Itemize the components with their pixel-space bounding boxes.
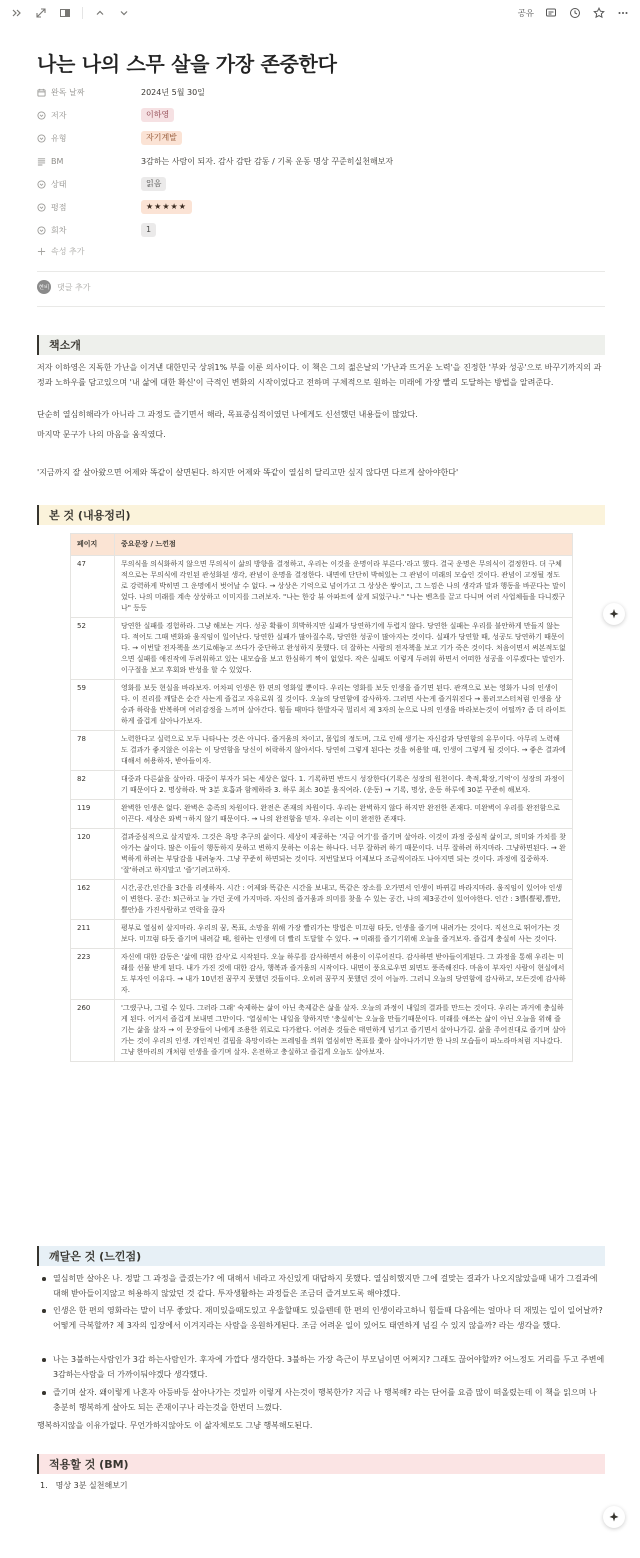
- page-cell[interactable]: 119: [71, 800, 115, 829]
- section-heading-insights[interactable]: 깨달은 것 (느낀점): [37, 1246, 605, 1266]
- note-cell[interactable]: '그랬구나, 그럴 수 있다. 그러라 그래' 숙제하는 삶이 아닌 축제같은 삶을 살자. 오늘의 과정이 내일의 결과를 만드는 것이다. 우리는 과거에 충실하게 된다. 어거서 즐겁게 보내면 그만이다. '열심히'는 내일을 향하지만 '충실히'는 오늘을 만들기때문이다. 미래를 애쓰는 삶이 아닌 오늘을 위해 즐기는 삶을 살자 → 이 문장들이 나에게 조용한 위로로 다가왔다. 어려운 것들은 태연하게 넘기고 즐기면서 살아나가길. 삶을 주어진대로 즐기며 살아가는 것이 우리의 인생. 개인적인 결핍을 욕망이라는 프레임을 씌워 열심히만 목표를 쫓아 살아나가기만 한 나의 모습들이 파노라마처럼 지나갔다. 그냥 한마리의 개처럼 인생을 즐기며 살자. 온전하고 충실하고 즐겁게 오늘도 살아보자.: [115, 1000, 573, 1062]
- more-icon[interactable]: [616, 6, 630, 20]
- note-cell[interactable]: 당연한 실패를 경험하라. 그냥 해보는 거다. 성공 확률이 희박하지만 실패가 당연하기에 두렵지 않다. 당연한 실패는 우리를 불안하게 만들지 않는다. 적어도 그때 변화와 움직임이 일어난다. 당연한 실패가 많아질수록, 당연한 성공이 많아지는 것이다. 실패가 당연할 때, 성공도 당연하기 때문이다. → 이번달 전자책을 쓰기로해놓고 쓰다가 중단하고 완성하지 못했다. 더 잘하는 사람의 전자책을 보고 기가 죽은 것이다. 처음이면서 써본적도없으면 실패를 애진작에 두려워하고 있는 내모습을 보고 한심하기 짝이 없었다. 작은 실패도 이렇게 두려워 하면서 어떠한 성공을 이루겠다는 말인가. 이구절을 보고 후회와 반성을 할 수 있었다.: [115, 618, 573, 680]
- page-cell[interactable]: 211: [71, 920, 115, 949]
- top-bar: [0, 0, 640, 26]
- property-name: [37, 133, 141, 144]
- status-tag: 읽음: [141, 177, 166, 191]
- note-cell[interactable]: 시간,공간,인간을 3간을 리셋하자. 시간 : 어제와 똑같은 시간을 보내고, 똑같은 장소를 오가면서 인생이 바뀌길 바라지마라. 움직임이 있어야 인생이 변한다. 공간: 퇴근하고 늘 가던 곳에 가지마라. 자신의 즐거움과 의미를 찾을 수 있는 공간, 나의 제3공간이 있어야한다. 인간 : 3쁠(쁠평,쁠만,쁠안)을 가진사람하고 연락을 끊자: [115, 880, 573, 920]
- table-row: [71, 556, 573, 618]
- comment-placeholder: 댓글 추가: [57, 282, 91, 292]
- quote-paragraph[interactable]: '지금까지 잘 살아왔으면 어제와 똑같이 살면된다. 하지만 어제와 똑같이 열심히 달리고만 싶지 않다면 다르게 살아야한다': [37, 468, 459, 477]
- table-row: [71, 800, 573, 829]
- closing-paragraph[interactable]: 행복하지않을 이유가없다. 무언가하지않아도 이 삶자체로도 그냥 행복해도된다.: [37, 1421, 313, 1430]
- table-row: [71, 920, 573, 949]
- sparkle-icon: [608, 608, 620, 620]
- column-header[interactable]: 페이지: [71, 534, 115, 556]
- property-label: 유형: [51, 133, 67, 143]
- bullet-item[interactable]: 열심히만 살아온 나. 정말 그 과정을 즐겼는가? 에 대해서 네라고 자신있게 대답하지 못했다. 열심히했지만 그에 걸맞는 결과가 나오지않았을때 내가 그걸과에 대해 받아들이지않고 허용하지 않았던 것 같다. 투자생활하는 과정들은 조금더 즐겨보도록 해야겠다.: [37, 1271, 605, 1301]
- share-button[interactable]: 공유: [517, 9, 534, 19]
- select-icon: [37, 226, 46, 235]
- chevron-down-icon[interactable]: [117, 6, 131, 20]
- select-icon: [37, 203, 46, 212]
- bullet-item[interactable]: 즐기며 살자. 왜이렇게 나혼자 아등바등 살아나가는 것일까 이렇게 사는것이 행복한가? 지금 나 행복해? 라는 단어를 요즘 많이 떠올렸는데 이 책을 읽으며 나 충분히 행복하게 살아도 되는 존재이구나 라는것을 한번더 느꼈다.: [37, 1385, 605, 1415]
- section-heading-intro[interactable]: 책소개: [37, 335, 605, 355]
- comment-icon[interactable]: [544, 6, 558, 20]
- page-cell[interactable]: 162: [71, 880, 115, 920]
- section-heading-apply[interactable]: 적용할 것 (BM): [37, 1454, 605, 1474]
- table-row: [71, 949, 573, 1000]
- add-property-button[interactable]: [37, 246, 84, 257]
- page-cell[interactable]: 78: [71, 731, 115, 771]
- property-name: [37, 157, 141, 166]
- note-cell[interactable]: 노력한다고 실력으로 모두 나타나는 것은 아니다. 즐거움의 차이고, 몰입의 정도며, 그로 인해 생기는 자신감과 당연함의 유무이다. 아무리 노력해도 결과가 좋지않은 이유는 이 당연함을 당신이 허락하지 않아서다. 당연히 그렇게 된다는 것을 허용할 때, 인생이 그렇게 될 것이다. → 좋은 결과에 대해서 허용하자, 받아들이자.: [115, 731, 573, 771]
- property-name: [37, 179, 141, 190]
- genre-tag: 자기계발: [141, 131, 182, 145]
- select-icon: [37, 180, 46, 189]
- ai-assist-button[interactable]: [603, 1506, 625, 1528]
- page-cell[interactable]: 82: [71, 771, 115, 800]
- comment-input[interactable]: [37, 280, 90, 294]
- property-label: BM: [51, 156, 64, 166]
- paragraph[interactable]: 단순히 열심히해라가 아니라 그 과정도 즐기면서 해라, 목표중심적이였던 나에게도 신선했던 내용들이 많았다.: [37, 410, 418, 419]
- divider: [37, 271, 605, 272]
- calendar-icon: [37, 88, 46, 97]
- page-cell[interactable]: 47: [71, 556, 115, 618]
- table-row: [71, 731, 573, 771]
- notes-table: [70, 533, 573, 1062]
- plus-icon: [37, 247, 46, 256]
- paragraph[interactable]: 저자 이하영은 지독한 가난을 이겨낸 대한민국 상위1% 부를 이룬 의사이다. 이 책은 그의 젊은날의 '가난과 뜨거운 노력'을 진정한 '부와 성공'으로 바꾸기까지의 과정과 노하우를 담고있으며 '내 삶에 대한 확신'이 극적인 변화의 시작이었다고 전하며 구체적으로 원하는 미래에 가장 빨리 도달하는 방법을 알려준다.: [37, 363, 602, 387]
- note-cell[interactable]: 완벽한 인생은 없다. 완벽은 총족의 차원이다. 완전은 존재의 차원이다. 우리는 완벽하지 않다 하지만 완전한 존재다. 미완벽이 우리를 완전함으로 이끈다. 세상은 와벽ㄱ하지 않기 때문이다. → 나의 완전함을 믿자. 우리는 이미 완전한 존재다.: [115, 800, 573, 829]
- chevron-up-icon[interactable]: [93, 6, 107, 20]
- bullet-item[interactable]: 나는 3불하는사람인가 3감 하는사람인가. 후자에 가깝다 생각한다. 3불하는 가장 측근이 부모님이면 어쩌지? 그래도 끊어야할까? 어느정도 거리를 두고 주변에 3감하는사람을 더 가까이둬야겠다 생각했다.: [37, 1352, 605, 1382]
- add-property-label: 속성 추가: [51, 247, 85, 256]
- page-cell[interactable]: 120: [71, 829, 115, 880]
- property-row[interactable]: [37, 173, 607, 195]
- note-cell[interactable]: 대중과 다른삶을 살아라. 대중이 부자가 되는 세상은 없다. 1. 기록하면 반드시 성장한다(기록은 성장의 원천이다. 축적,확장,기억'이 성장의 과정이기 때문이다 2. 명상하라. 딱 3분 호흡과 함께하라 3. 하루 최소 30분 움직여라. (운동) → 기록, 명상, 운동 하루에 30분 꾸준히 해보자.: [115, 771, 573, 800]
- property-label: 평점: [51, 202, 67, 212]
- property-row[interactable]: [37, 81, 607, 103]
- star-icon[interactable]: [592, 6, 606, 20]
- numbered-item[interactable]: [37, 1478, 128, 1493]
- ai-assist-button[interactable]: [603, 603, 625, 625]
- page-cell[interactable]: 59: [71, 680, 115, 731]
- item-number: 1.: [40, 1481, 48, 1490]
- text-icon: [37, 157, 46, 166]
- property-label: 완독 날짜: [51, 87, 85, 97]
- property-value: 2024년 5월 30일: [141, 87, 205, 97]
- author-tag: 이하영: [141, 108, 174, 122]
- table-header-row: [71, 534, 573, 556]
- table-row: [71, 680, 573, 731]
- paragraph[interactable]: 마지막 문구가 나의 마음을 움직였다.: [37, 430, 166, 439]
- page-cell[interactable]: 52: [71, 618, 115, 680]
- property-name: [37, 87, 141, 98]
- property-row[interactable]: [37, 104, 607, 126]
- section-heading-notes[interactable]: 본 것 (내용정리): [37, 505, 605, 525]
- property-label: 회차: [51, 225, 67, 235]
- separator: [82, 7, 83, 19]
- table-row: [71, 829, 573, 880]
- table-row: [71, 880, 573, 920]
- property-name: [37, 110, 141, 121]
- property-label: 상태: [51, 179, 67, 189]
- page-cell[interactable]: 260: [71, 1000, 115, 1062]
- note-cell[interactable]: 평부로 열심히 살지마라. 우리의 꿈, 목표, 소망을 위해 가장 빨리가는 방법은 미끄럼 타듯, 인생을 즐기며 내려가는 것이다. 직선으로 뛰어가는 것 보다. 미끄럼 타듯 즐기며 내려갈 때, 원하는 인생에 더 빨리 도달할 수 있다. → 미래를 즐기기위해 오늘을 즐겨보자. 즐겁게 충실히 사는 것이다.: [115, 920, 573, 949]
- avatar: 현비: [37, 280, 51, 294]
- select-icon: [37, 134, 46, 143]
- select-icon: [37, 111, 46, 120]
- note-cell[interactable]: 자신에 대한 감동은 '삶에 대한 감사'로 시작된다. 오늘 하루를 감사하면서 허용이 이루어진다. 감사하면 받아들이게된다. 그 과정을 통해 우리는 미래를 선물 받게 된다. 내가 가진 것에 대한 감사, 행복과 즐거움의 시작이다. 내면이 풍요로우면 외면도 풍족해진다. 마음이 부자인 사람이 현실에서도 부자인 이유다. → 내가 10년전 꿈꾸지 못했던 것들이다. 오히려 꿈꾸지 못했던 것이 어늘까. 그러니 오늘의 당연함에 감사하고, 모든것에 감사하자.: [115, 949, 573, 1000]
- property-row[interactable]: [37, 150, 607, 172]
- sidebar-peek-icon[interactable]: [58, 6, 72, 20]
- bullet-item[interactable]: 인생은 한 편의 영화라는 말이 너무 좋았다. 재미있을때도있고 우울할때도 있을텐데 한 편의 인생이라고하니 힘들때 다음에는 얼마나 더 재밌는 일이 일어날까? 어떻게 극복할까? 제 3자의 입장에서 이겨지라는 사람을 응원하게된다. 조금 어려운 일이 있어도 태연하게 넘길 수 있지 않을까? 라는 생각을 했다.: [37, 1303, 605, 1333]
- page-cell[interactable]: 223: [71, 949, 115, 1000]
- note-cell[interactable]: 영화를 보듯 현실을 바라보자. 어차피 인생은 한 편의 영화일 뿐이다. 우리는 영화를 보듯 인생을 즐기면 된다. 관객으로 보는 영화가 나의 인생이다. 이 진리를 깨달은 순간 사는게 즐겁고 자유로워 질 것이다. 오늘의 당연함에 감사하자. 그러면 사는게 즐거워진다 → 롤러코스터처럼 인생을 상승과 하락을 반복하며 여러감정을 느끼며 살아간다. 힘들 때마다 한발자국 멀리서 제 3자의 눈으로 나의 인생을 바라보는것이 어떨까? 좀 더 라이트하게 즐겁게 살아나가보자.: [115, 680, 573, 731]
- round-tag: 1: [141, 223, 156, 237]
- column-header[interactable]: 중요문장 / 느낀점: [115, 534, 573, 556]
- expand-icon[interactable]: [34, 6, 48, 20]
- item-text: 명상 3분 실천해보기: [55, 1481, 128, 1490]
- property-label: 저자: [51, 110, 67, 120]
- table-row: [71, 771, 573, 800]
- sparkle-icon: [608, 1511, 620, 1523]
- property-name: [37, 225, 141, 236]
- property-row[interactable]: [37, 219, 607, 241]
- property-row[interactable]: [37, 196, 607, 218]
- table-row: [71, 1000, 573, 1062]
- page-title[interactable]: 나는 나의 스무 살을 가장 존중한다: [37, 52, 337, 76]
- note-cell[interactable]: 결과중심적으로 살지말자. 그것은 욕망 추구의 삶이다. 세상이 제공하는 '지금 여기'를 즐기며 살아라. 이것이 과정 중심적 삶이고, 의미와 가치를 찾아가는 삶이다. 많은 이들이 행동하지 못하고 변하지 못하는 이유는 하나다. 너무 잘하려 하기 때문이다. 너무 잘하려 하지마라. 그냥하면된다. → 완벽하게 하려는 부담감을 내려놓자. 그냥 꾸준히 하면되는 것이다. 저번달보다 어제보다 조금씩이라도 나아지면 되는 것이다. 과정에 집중하자. '잘'하려고 하지말고 '즐'기려고하자.: [115, 829, 573, 880]
- table-row: [71, 618, 573, 680]
- divider: [37, 306, 605, 307]
- rating-tag: ★★★★★: [141, 200, 192, 214]
- note-cell[interactable]: 무의식을 의식화하지 않으면 무의식이 삶의 방향을 결정하고, 우리는 이것을 운명이라 부른다.'라고 했다. 결국 운명은 무의식이 결정한다. 더 구체적으로는 무의식에 각인된 관성화된 생각, 관념이 운명을 결정한다. 내면에 단단히 박혀있는 그 관념이 미래의 모습인 것이다. 관념이 고정될 정도로 강력하게 박히면 그 운명에서 벗어날 수 없다. → 상상은 기억으로 넘어가고 그 상상은 쌓이고, 그 느낌은 나의 생각과 말과 행동을 바꾼다는 말이었다. 나의 미래를 계속 상상하고 이미지를 그려보자. "나는 한강 뷰 아파트에 살게 되었구나." "나는 벤츠를 끌고 다니며 여러 사업체들을 다니겠구나" 등등: [115, 556, 573, 618]
- double-chevron-icon[interactable]: [10, 6, 24, 20]
- property-value: 3감하는 사람이 되자. 감사 감탄 감동 / 기록 운동 명상 꾸준히실천해보자: [141, 156, 394, 166]
- history-icon[interactable]: [568, 6, 582, 20]
- property-name: [37, 202, 141, 213]
- property-row[interactable]: [37, 127, 607, 149]
